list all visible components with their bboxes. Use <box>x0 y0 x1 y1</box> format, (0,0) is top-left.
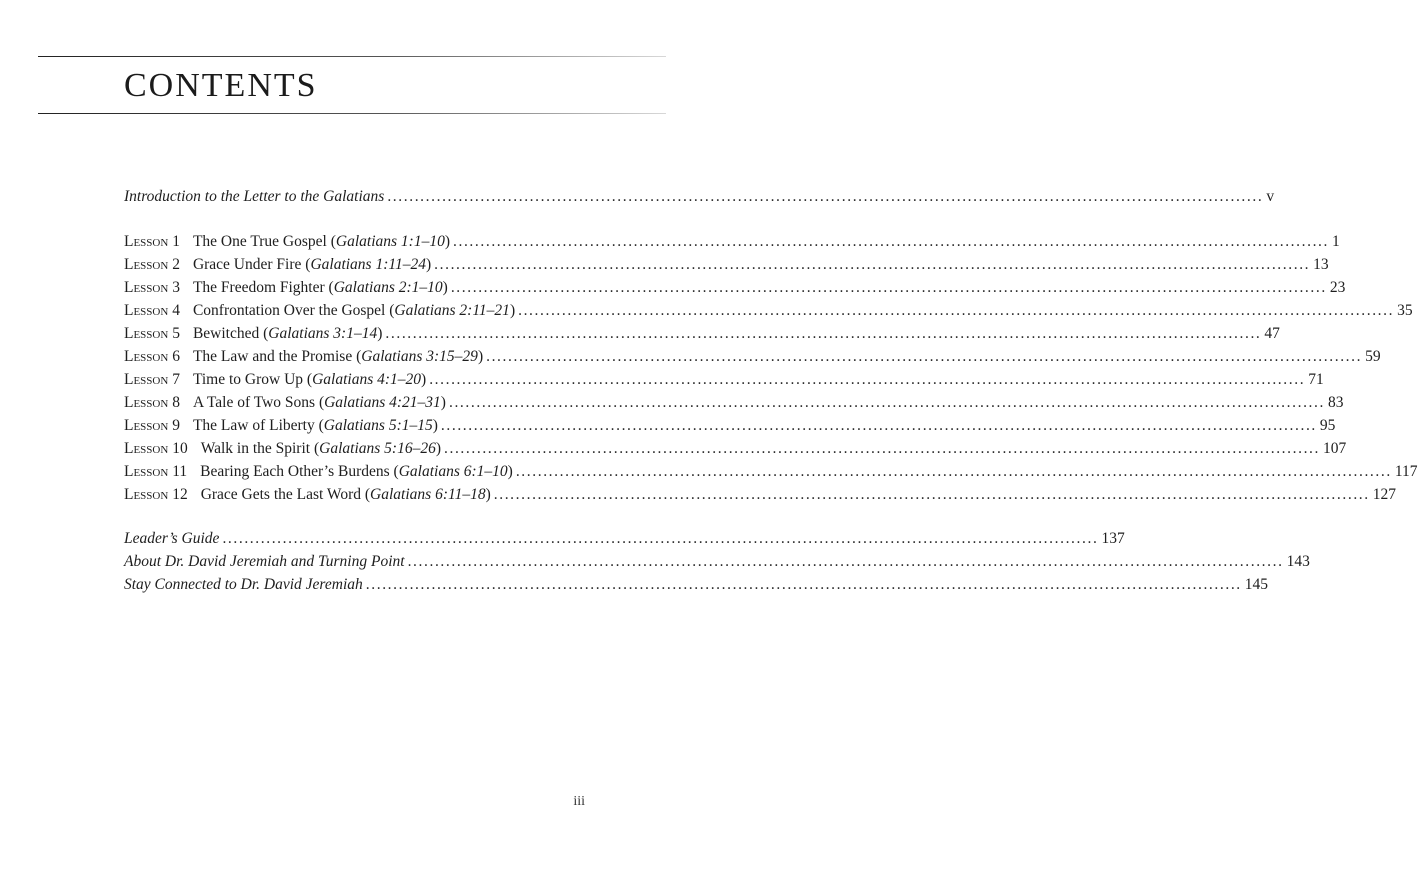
toc-entry-title: Stay Connected to Dr. David Jeremiah <box>124 576 363 593</box>
dot-leader: ................................................................................................................................................................ <box>440 417 1317 434</box>
lesson-label: Lesson 6 <box>124 348 180 365</box>
toc-entry-page: 143 <box>1286 553 1310 570</box>
lesson-label: Lesson 10 <box>124 440 188 457</box>
toc-entry-lesson-12[interactable] <box>124 484 1396 506</box>
lesson-title: A Tale of Two Sons (Galatians 4:21–31) <box>192 394 446 411</box>
toc-entry-page: 107 <box>1323 440 1347 457</box>
toc-entry-title: Leader’s Guide <box>124 530 220 547</box>
toc-entry-introduction[interactable] <box>124 186 1275 208</box>
toc-entry-page: 1 <box>1332 233 1340 250</box>
top-rule <box>38 56 666 57</box>
lesson-label: Lesson 12 <box>124 486 188 503</box>
toc-entry-page: 145 <box>1244 576 1269 593</box>
lesson-title: Confrontation Over the Gospel (Galatians 2:11–21) <box>192 302 516 319</box>
lesson-title: Bewitched (Galatians 3:1–14) <box>192 325 383 342</box>
dot-leader: ................................................................................................................................................................ <box>453 233 1329 250</box>
lesson-title: Grace Gets the Last Word (Galatians 6:11–18) <box>200 486 491 503</box>
dot-leader: ................................................................................................................................................................ <box>515 463 1392 480</box>
dot-leader: ................................................................................................................................................................ <box>407 553 1284 570</box>
toc-entry-page: 83 <box>1327 394 1344 411</box>
lesson-label: Lesson 8 <box>124 394 180 411</box>
dot-leader: ................................................................................................................................................................ <box>222 530 1099 547</box>
toc-entry-lesson-4[interactable] <box>124 300 1413 322</box>
toc-entry-page: 23 <box>1329 279 1346 296</box>
toc-entry-lesson-8[interactable] <box>124 392 1344 414</box>
dot-leader: ................................................................................................................................................................ <box>434 256 1311 273</box>
dot-leader: ................................................................................................................................................................ <box>387 188 1264 205</box>
toc-entry-page: 35 <box>1397 302 1413 319</box>
lesson-label: Lesson 5 <box>124 325 180 342</box>
toc-entry-lesson-7[interactable] <box>124 369 1324 391</box>
bottom-rule <box>38 113 666 114</box>
toc-entry-lesson-11[interactable] <box>124 461 1418 483</box>
toc-entry-page: 47 <box>1264 325 1280 342</box>
lesson-label: Lesson 4 <box>124 302 180 319</box>
lesson-label: Lesson 11 <box>124 463 188 480</box>
lesson-label: Lesson 1 <box>124 233 180 250</box>
toc-entry-page: 117 <box>1394 463 1418 480</box>
toc-entry-title: About Dr. David Jeremiah and Turning Point <box>124 553 405 570</box>
lesson-title: The Freedom Fighter (Galatians 2:1–10) <box>192 279 448 296</box>
lesson-title: Walk in the Spirit (Galatians 5:16–26) <box>200 440 441 457</box>
lesson-title: The One True Gospel (Galatians 1:1–10) <box>192 233 450 250</box>
toc-entry-page: v <box>1266 188 1275 205</box>
lesson-label: Lesson 9 <box>124 417 180 434</box>
lesson-title: Bearing Each Other’s Burdens (Galatians 6:1–10) <box>200 463 513 480</box>
toc-entry-page: 59 <box>1365 348 1381 365</box>
lesson-label: Lesson 3 <box>124 279 180 296</box>
toc-entry-page: 127 <box>1372 486 1396 503</box>
dot-leader: ................................................................................................................................................................ <box>486 348 1363 365</box>
toc-entry-lesson-5[interactable] <box>124 323 1280 345</box>
dot-leader: ................................................................................................................................................................ <box>450 279 1327 296</box>
dot-leader: ................................................................................................................................................................ <box>365 576 1242 593</box>
dot-leader: ................................................................................................................................................................ <box>444 440 1320 457</box>
dot-leader: ................................................................................................................................................................ <box>448 394 1325 411</box>
lesson-label: Lesson 7 <box>124 371 180 388</box>
toc-entry-lesson-3[interactable] <box>124 277 1346 299</box>
lesson-title: The Law and the Promise (Galatians 3:15–29) <box>192 348 484 365</box>
dot-leader: ................................................................................................................................................................ <box>493 486 1370 503</box>
toc-entry-about[interactable] <box>124 551 1310 573</box>
toc-entry-lesson-1[interactable] <box>124 231 1340 253</box>
lesson-title: The Law of Liberty (Galatians 5:1–15) <box>192 417 438 434</box>
toc-entry-lesson-2[interactable] <box>124 254 1329 276</box>
dot-leader: ................................................................................................................................................................ <box>429 371 1306 388</box>
toc-entry-lesson-6[interactable] <box>124 346 1381 368</box>
lesson-title: Time to Grow Up (Galatians 4:1–20) <box>192 371 427 388</box>
toc-entry-leaders-guide[interactable] <box>124 528 1125 550</box>
lesson-title: Grace Under Fire (Galatians 1:11–24) <box>192 256 432 273</box>
dot-leader: ................................................................................................................................................................ <box>385 325 1262 342</box>
toc-entry-page: 13 <box>1313 256 1329 273</box>
toc-entry-page: 137 <box>1101 530 1125 547</box>
toc-entry-page: 95 <box>1319 417 1336 434</box>
toc-entry-title: Introduction to the Letter to the Galatians <box>124 188 385 205</box>
page-title: CONTENTS <box>124 67 318 104</box>
toc-entry-page: 71 <box>1308 371 1324 388</box>
lesson-label: Lesson 2 <box>124 256 180 273</box>
dot-leader: ................................................................................................................................................................ <box>518 302 1395 319</box>
toc-entry-lesson-10[interactable] <box>124 438 1347 460</box>
page-number: iii <box>573 794 585 809</box>
toc-entry-lesson-9[interactable] <box>124 415 1336 437</box>
toc-entry-stay-connected[interactable] <box>124 574 1269 596</box>
